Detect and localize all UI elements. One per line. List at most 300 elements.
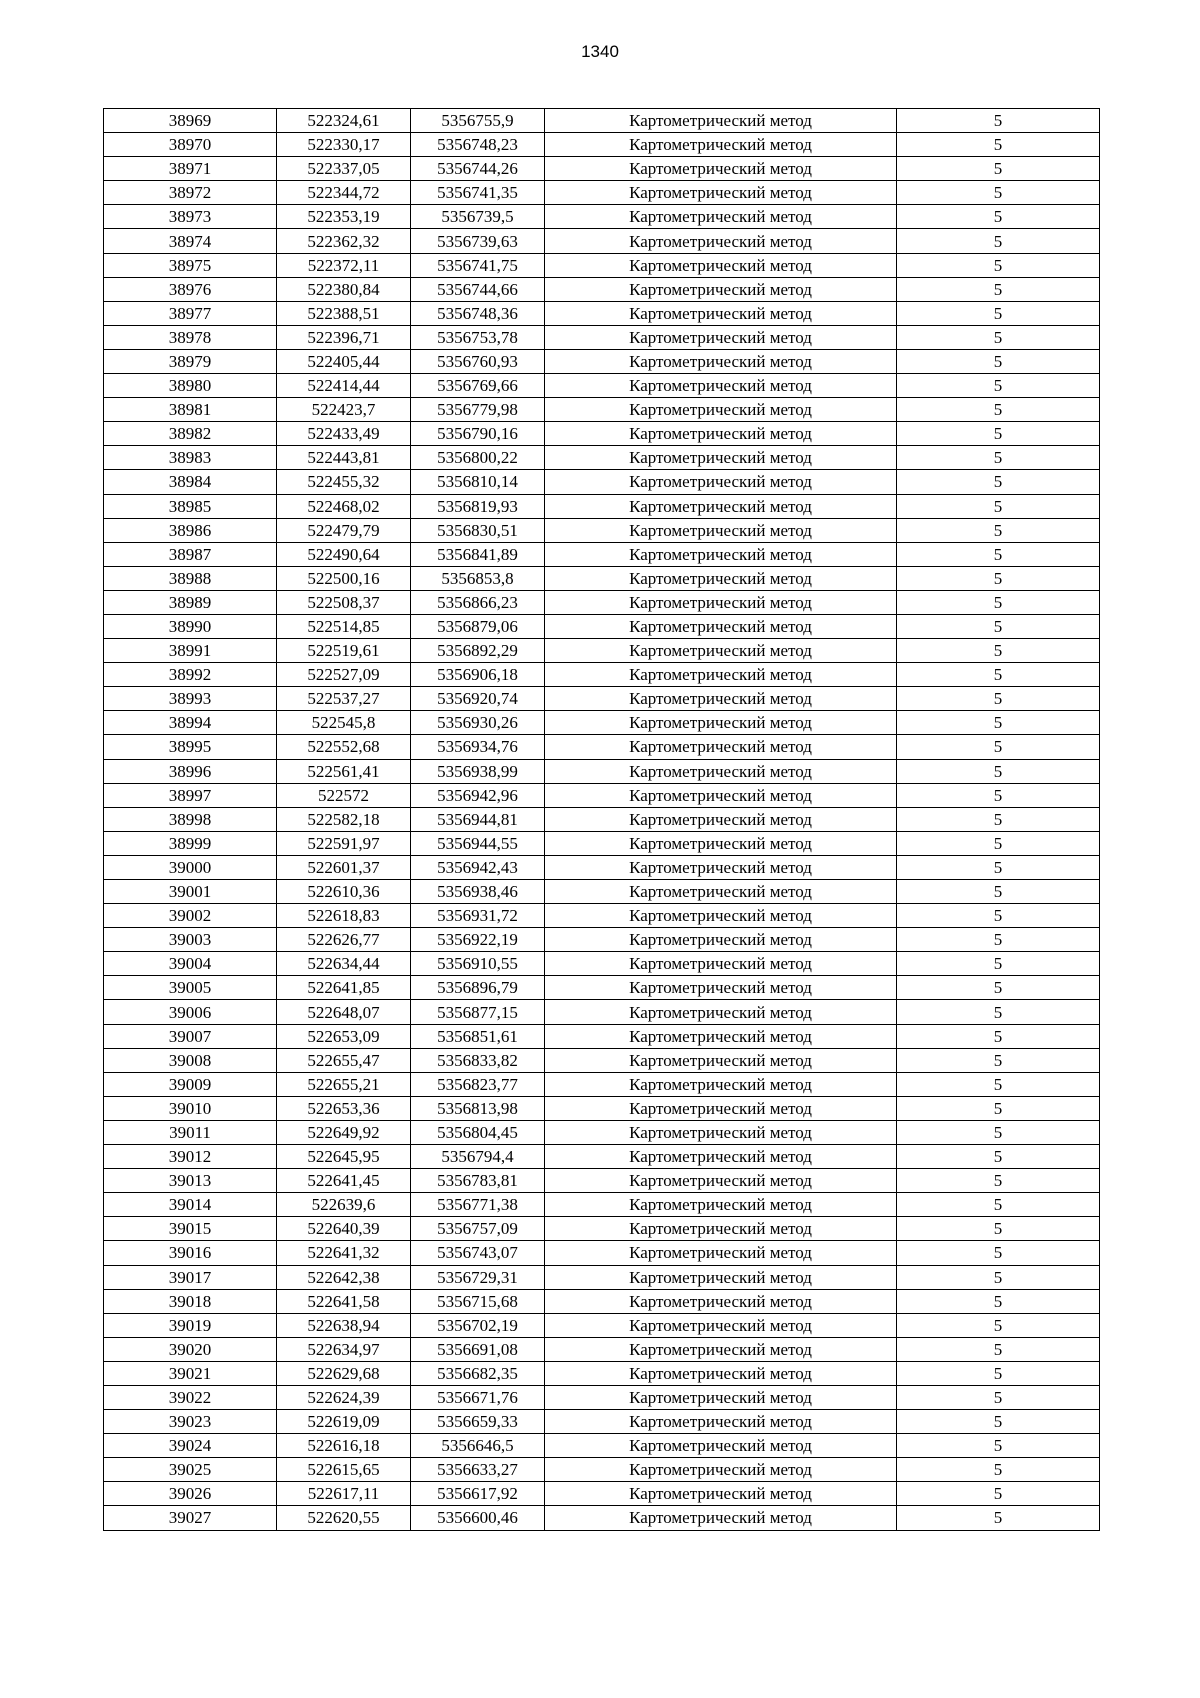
method-cell: Картометрический метод	[545, 446, 897, 470]
x-coordinate-cell: 522468,02	[277, 494, 411, 518]
method-cell: Картометрический метод	[545, 157, 897, 181]
accuracy-cell: 5	[897, 759, 1100, 783]
method-cell: Картометрический метод	[545, 590, 897, 614]
point-number-cell: 38985	[104, 494, 277, 518]
point-number-cell: 39027	[104, 1506, 277, 1530]
method-cell: Картометрический метод	[545, 349, 897, 373]
y-coordinate-cell: 5356892,29	[411, 639, 545, 663]
point-number-cell: 38994	[104, 711, 277, 735]
point-number-cell: 38969	[104, 109, 277, 133]
y-coordinate-cell: 5356790,16	[411, 422, 545, 446]
accuracy-cell: 5	[897, 855, 1100, 879]
table-row	[104, 1289, 1100, 1313]
x-coordinate-cell: 522634,97	[277, 1337, 411, 1361]
y-coordinate-cell: 5356942,96	[411, 783, 545, 807]
accuracy-cell: 5	[897, 109, 1100, 133]
x-coordinate-cell: 522615,65	[277, 1458, 411, 1482]
table-row	[104, 422, 1100, 446]
accuracy-cell: 5	[897, 735, 1100, 759]
point-number-cell: 39005	[104, 976, 277, 1000]
x-coordinate-cell: 522610,36	[277, 880, 411, 904]
method-cell: Картометрический метод	[545, 831, 897, 855]
point-number-cell: 39009	[104, 1072, 277, 1096]
method-cell: Картометрический метод	[545, 1145, 897, 1169]
table-row	[104, 880, 1100, 904]
y-coordinate-cell: 5356755,9	[411, 109, 545, 133]
accuracy-cell: 5	[897, 1337, 1100, 1361]
table-row	[104, 1072, 1100, 1096]
y-coordinate-cell: 5356841,89	[411, 542, 545, 566]
table-row	[104, 181, 1100, 205]
point-number-cell: 39020	[104, 1337, 277, 1361]
x-coordinate-cell: 522337,05	[277, 157, 411, 181]
coordinates-table	[103, 108, 1100, 1531]
table-row	[104, 904, 1100, 928]
accuracy-cell: 5	[897, 1506, 1100, 1530]
x-coordinate-cell: 522396,71	[277, 325, 411, 349]
x-coordinate-cell: 522641,85	[277, 976, 411, 1000]
method-cell: Картометрический метод	[545, 783, 897, 807]
table-row	[104, 1000, 1100, 1024]
accuracy-cell: 5	[897, 133, 1100, 157]
accuracy-cell: 5	[897, 1217, 1100, 1241]
y-coordinate-cell: 5356646,5	[411, 1434, 545, 1458]
x-coordinate-cell: 522642,38	[277, 1265, 411, 1289]
table-row	[104, 831, 1100, 855]
accuracy-cell: 5	[897, 398, 1100, 422]
table-row	[104, 325, 1100, 349]
point-number-cell: 38971	[104, 157, 277, 181]
x-coordinate-cell: 522653,36	[277, 1096, 411, 1120]
method-cell: Картометрический метод	[545, 1361, 897, 1385]
y-coordinate-cell: 5356813,98	[411, 1096, 545, 1120]
point-number-cell: 39025	[104, 1458, 277, 1482]
x-coordinate-cell: 522414,44	[277, 374, 411, 398]
table-row	[104, 1241, 1100, 1265]
table-row	[104, 109, 1100, 133]
table-row	[104, 783, 1100, 807]
point-number-cell: 38979	[104, 349, 277, 373]
y-coordinate-cell: 5356739,63	[411, 229, 545, 253]
point-number-cell: 38995	[104, 735, 277, 759]
table-row	[104, 229, 1100, 253]
y-coordinate-cell: 5356691,08	[411, 1337, 545, 1361]
accuracy-cell: 5	[897, 904, 1100, 928]
x-coordinate-cell: 522561,41	[277, 759, 411, 783]
point-number-cell: 39008	[104, 1048, 277, 1072]
y-coordinate-cell: 5356794,4	[411, 1145, 545, 1169]
method-cell: Картометрический метод	[545, 735, 897, 759]
method-cell: Картометрический метод	[545, 1506, 897, 1530]
table-row	[104, 1145, 1100, 1169]
table-row	[104, 1385, 1100, 1409]
method-cell: Картометрический метод	[545, 470, 897, 494]
x-coordinate-cell: 522433,49	[277, 422, 411, 446]
y-coordinate-cell: 5356942,43	[411, 855, 545, 879]
x-coordinate-cell: 522655,21	[277, 1072, 411, 1096]
point-number-cell: 38988	[104, 566, 277, 590]
method-cell: Картометрический метод	[545, 1313, 897, 1337]
method-cell: Картометрический метод	[545, 1048, 897, 1072]
method-cell: Картометрический метод	[545, 1193, 897, 1217]
y-coordinate-cell: 5356906,18	[411, 663, 545, 687]
accuracy-cell: 5	[897, 374, 1100, 398]
accuracy-cell: 5	[897, 1410, 1100, 1434]
y-coordinate-cell: 5356944,81	[411, 807, 545, 831]
accuracy-cell: 5	[897, 1241, 1100, 1265]
point-number-cell: 38978	[104, 325, 277, 349]
method-cell: Картометрический метод	[545, 855, 897, 879]
method-cell: Картометрический метод	[545, 253, 897, 277]
point-number-cell: 39004	[104, 952, 277, 976]
table-row	[104, 1506, 1100, 1530]
accuracy-cell: 5	[897, 1120, 1100, 1144]
point-number-cell: 39006	[104, 1000, 277, 1024]
y-coordinate-cell: 5356753,78	[411, 325, 545, 349]
page-number: 1340	[581, 42, 619, 61]
accuracy-cell: 5	[897, 783, 1100, 807]
method-cell: Картометрический метод	[545, 566, 897, 590]
accuracy-cell: 5	[897, 1193, 1100, 1217]
point-number-cell: 38973	[104, 205, 277, 229]
point-number-cell: 39011	[104, 1120, 277, 1144]
method-cell: Картометрический метод	[545, 1265, 897, 1289]
x-coordinate-cell: 522572	[277, 783, 411, 807]
y-coordinate-cell: 5356743,07	[411, 1241, 545, 1265]
method-cell: Картометрический метод	[545, 422, 897, 446]
x-coordinate-cell: 522582,18	[277, 807, 411, 831]
table-row	[104, 1217, 1100, 1241]
y-coordinate-cell: 5356920,74	[411, 687, 545, 711]
accuracy-cell: 5	[897, 614, 1100, 638]
x-coordinate-cell: 522591,97	[277, 831, 411, 855]
accuracy-cell: 5	[897, 1265, 1100, 1289]
table-row	[104, 301, 1100, 325]
y-coordinate-cell: 5356600,46	[411, 1506, 545, 1530]
y-coordinate-cell: 5356851,61	[411, 1024, 545, 1048]
y-coordinate-cell: 5356682,35	[411, 1361, 545, 1385]
accuracy-cell: 5	[897, 663, 1100, 687]
accuracy-cell: 5	[897, 494, 1100, 518]
point-number-cell: 39024	[104, 1434, 277, 1458]
accuracy-cell: 5	[897, 1458, 1100, 1482]
table-row	[104, 277, 1100, 301]
x-coordinate-cell: 522616,18	[277, 1434, 411, 1458]
point-number-cell: 39019	[104, 1313, 277, 1337]
table-row	[104, 1193, 1100, 1217]
accuracy-cell: 5	[897, 1072, 1100, 1096]
method-cell: Картометрический метод	[545, 1482, 897, 1506]
y-coordinate-cell: 5356748,23	[411, 133, 545, 157]
y-coordinate-cell: 5356938,46	[411, 880, 545, 904]
method-cell: Картометрический метод	[545, 109, 897, 133]
point-number-cell: 39002	[104, 904, 277, 928]
point-number-cell: 38998	[104, 807, 277, 831]
y-coordinate-cell: 5356757,09	[411, 1217, 545, 1241]
x-coordinate-cell: 522601,37	[277, 855, 411, 879]
x-coordinate-cell: 522655,47	[277, 1048, 411, 1072]
x-coordinate-cell: 522380,84	[277, 277, 411, 301]
method-cell: Картометрический метод	[545, 205, 897, 229]
table-row	[104, 711, 1100, 735]
x-coordinate-cell: 522545,8	[277, 711, 411, 735]
point-number-cell: 38999	[104, 831, 277, 855]
x-coordinate-cell: 522634,44	[277, 952, 411, 976]
accuracy-cell: 5	[897, 711, 1100, 735]
y-coordinate-cell: 5356715,68	[411, 1289, 545, 1313]
method-cell: Картометрический метод	[545, 518, 897, 542]
method-cell: Картометрический метод	[545, 663, 897, 687]
method-cell: Картометрический метод	[545, 1410, 897, 1434]
x-coordinate-cell: 522324,61	[277, 109, 411, 133]
y-coordinate-cell: 5356896,79	[411, 976, 545, 1000]
accuracy-cell: 5	[897, 157, 1100, 181]
table-row	[104, 1458, 1100, 1482]
accuracy-cell: 5	[897, 277, 1100, 301]
method-cell: Картометрический метод	[545, 1434, 897, 1458]
table-row	[104, 518, 1100, 542]
accuracy-cell: 5	[897, 181, 1100, 205]
table-row	[104, 807, 1100, 831]
point-number-cell: 38982	[104, 422, 277, 446]
accuracy-cell: 5	[897, 831, 1100, 855]
accuracy-cell: 5	[897, 1048, 1100, 1072]
x-coordinate-cell: 522639,6	[277, 1193, 411, 1217]
method-cell: Картометрический метод	[545, 807, 897, 831]
table-row	[104, 735, 1100, 759]
method-cell: Картометрический метод	[545, 711, 897, 735]
accuracy-cell: 5	[897, 566, 1100, 590]
method-cell: Картометрический метод	[545, 976, 897, 1000]
method-cell: Картометрический метод	[545, 1385, 897, 1409]
accuracy-cell: 5	[897, 1024, 1100, 1048]
table-row	[104, 614, 1100, 638]
y-coordinate-cell: 5356830,51	[411, 518, 545, 542]
accuracy-cell: 5	[897, 325, 1100, 349]
x-coordinate-cell: 522648,07	[277, 1000, 411, 1024]
point-number-cell: 38989	[104, 590, 277, 614]
x-coordinate-cell: 522479,79	[277, 518, 411, 542]
accuracy-cell: 5	[897, 1096, 1100, 1120]
table-row	[104, 759, 1100, 783]
method-cell: Картометрический метод	[545, 614, 897, 638]
point-number-cell: 38977	[104, 301, 277, 325]
x-coordinate-cell: 522500,16	[277, 566, 411, 590]
x-coordinate-cell: 522405,44	[277, 349, 411, 373]
table-row	[104, 928, 1100, 952]
accuracy-cell: 5	[897, 687, 1100, 711]
table-row	[104, 952, 1100, 976]
method-cell: Картометрический метод	[545, 1072, 897, 1096]
method-cell: Картометрический метод	[545, 639, 897, 663]
table-row	[104, 1482, 1100, 1506]
x-coordinate-cell: 522330,17	[277, 133, 411, 157]
accuracy-cell: 5	[897, 1361, 1100, 1385]
point-number-cell: 39007	[104, 1024, 277, 1048]
method-cell: Картометрический метод	[545, 1289, 897, 1313]
point-number-cell: 39013	[104, 1169, 277, 1193]
accuracy-cell: 5	[897, 928, 1100, 952]
y-coordinate-cell: 5356810,14	[411, 470, 545, 494]
table-row	[104, 1434, 1100, 1458]
y-coordinate-cell: 5356944,55	[411, 831, 545, 855]
point-number-cell: 39021	[104, 1361, 277, 1385]
table-row	[104, 157, 1100, 181]
x-coordinate-cell: 522641,58	[277, 1289, 411, 1313]
x-coordinate-cell: 522641,32	[277, 1241, 411, 1265]
method-cell: Картометрический метод	[545, 398, 897, 422]
method-cell: Картометрический метод	[545, 325, 897, 349]
y-coordinate-cell: 5356877,15	[411, 1000, 545, 1024]
table-row	[104, 1120, 1100, 1144]
method-cell: Картометрический метод	[545, 494, 897, 518]
accuracy-cell: 5	[897, 952, 1100, 976]
accuracy-cell: 5	[897, 639, 1100, 663]
point-number-cell: 39012	[104, 1145, 277, 1169]
point-number-cell: 39026	[104, 1482, 277, 1506]
table-row	[104, 1361, 1100, 1385]
point-number-cell: 38986	[104, 518, 277, 542]
point-number-cell: 39015	[104, 1217, 277, 1241]
y-coordinate-cell: 5356853,8	[411, 566, 545, 590]
method-cell: Картометрический метод	[545, 181, 897, 205]
y-coordinate-cell: 5356617,92	[411, 1482, 545, 1506]
accuracy-cell: 5	[897, 542, 1100, 566]
point-number-cell: 39014	[104, 1193, 277, 1217]
x-coordinate-cell: 522372,11	[277, 253, 411, 277]
method-cell: Картометрический метод	[545, 542, 897, 566]
table-row	[104, 494, 1100, 518]
method-cell: Картометрический метод	[545, 1024, 897, 1048]
y-coordinate-cell: 5356739,5	[411, 205, 545, 229]
point-number-cell: 38997	[104, 783, 277, 807]
accuracy-cell: 5	[897, 446, 1100, 470]
x-coordinate-cell: 522537,27	[277, 687, 411, 711]
accuracy-cell: 5	[897, 1482, 1100, 1506]
point-number-cell: 39016	[104, 1241, 277, 1265]
point-number-cell: 39001	[104, 880, 277, 904]
method-cell: Картометрический метод	[545, 1458, 897, 1482]
table-row	[104, 446, 1100, 470]
y-coordinate-cell: 5356702,19	[411, 1313, 545, 1337]
y-coordinate-cell: 5356819,93	[411, 494, 545, 518]
accuracy-cell: 5	[897, 976, 1100, 1000]
x-coordinate-cell: 522353,19	[277, 205, 411, 229]
table-row	[104, 253, 1100, 277]
table-row	[104, 639, 1100, 663]
method-cell: Картометрический метод	[545, 687, 897, 711]
point-number-cell: 39018	[104, 1289, 277, 1313]
accuracy-cell: 5	[897, 1145, 1100, 1169]
table-row	[104, 976, 1100, 1000]
x-coordinate-cell: 522552,68	[277, 735, 411, 759]
x-coordinate-cell: 522626,77	[277, 928, 411, 952]
point-number-cell: 38991	[104, 639, 277, 663]
method-cell: Картометрический метод	[545, 1217, 897, 1241]
y-coordinate-cell: 5356741,35	[411, 181, 545, 205]
table-row	[104, 542, 1100, 566]
point-number-cell: 39010	[104, 1096, 277, 1120]
x-coordinate-cell: 522344,72	[277, 181, 411, 205]
point-number-cell: 38972	[104, 181, 277, 205]
accuracy-cell: 5	[897, 880, 1100, 904]
y-coordinate-cell: 5356910,55	[411, 952, 545, 976]
x-coordinate-cell: 522619,09	[277, 1410, 411, 1434]
y-coordinate-cell: 5356741,75	[411, 253, 545, 277]
x-coordinate-cell: 522653,09	[277, 1024, 411, 1048]
method-cell: Картометрический метод	[545, 1000, 897, 1024]
x-coordinate-cell: 522620,55	[277, 1506, 411, 1530]
y-coordinate-cell: 5356748,36	[411, 301, 545, 325]
y-coordinate-cell: 5356800,22	[411, 446, 545, 470]
y-coordinate-cell: 5356729,31	[411, 1265, 545, 1289]
method-cell: Картометрический метод	[545, 1337, 897, 1361]
y-coordinate-cell: 5356744,26	[411, 157, 545, 181]
point-number-cell: 38992	[104, 663, 277, 687]
table-row	[104, 687, 1100, 711]
point-number-cell: 38975	[104, 253, 277, 277]
method-cell: Картометрический метод	[545, 952, 897, 976]
y-coordinate-cell: 5356783,81	[411, 1169, 545, 1193]
point-number-cell: 38984	[104, 470, 277, 494]
x-coordinate-cell: 522624,39	[277, 1385, 411, 1409]
y-coordinate-cell: 5356833,82	[411, 1048, 545, 1072]
point-number-cell: 38996	[104, 759, 277, 783]
method-cell: Картометрический метод	[545, 928, 897, 952]
table-row	[104, 1048, 1100, 1072]
point-number-cell: 38976	[104, 277, 277, 301]
point-number-cell: 38974	[104, 229, 277, 253]
y-coordinate-cell: 5356671,76	[411, 1385, 545, 1409]
table-row	[104, 1169, 1100, 1193]
x-coordinate-cell: 522617,11	[277, 1482, 411, 1506]
y-coordinate-cell: 5356771,38	[411, 1193, 545, 1217]
accuracy-cell: 5	[897, 1000, 1100, 1024]
method-cell: Картометрический метод	[545, 277, 897, 301]
table-row	[104, 1265, 1100, 1289]
coordinates-table-body	[104, 109, 1100, 1531]
x-coordinate-cell: 522629,68	[277, 1361, 411, 1385]
table-row	[104, 1024, 1100, 1048]
table-row	[104, 590, 1100, 614]
point-number-cell: 39022	[104, 1385, 277, 1409]
y-coordinate-cell: 5356922,19	[411, 928, 545, 952]
table-row	[104, 1410, 1100, 1434]
y-coordinate-cell: 5356779,98	[411, 398, 545, 422]
point-number-cell: 38970	[104, 133, 277, 157]
x-coordinate-cell: 522455,32	[277, 470, 411, 494]
point-number-cell: 38983	[104, 446, 277, 470]
table-row	[104, 1096, 1100, 1120]
x-coordinate-cell: 522641,45	[277, 1169, 411, 1193]
accuracy-cell: 5	[897, 253, 1100, 277]
x-coordinate-cell: 522443,81	[277, 446, 411, 470]
point-number-cell: 39023	[104, 1410, 277, 1434]
method-cell: Картометрический метод	[545, 759, 897, 783]
x-coordinate-cell: 522362,32	[277, 229, 411, 253]
y-coordinate-cell: 5356769,66	[411, 374, 545, 398]
table-row	[104, 205, 1100, 229]
method-cell: Картометрический метод	[545, 1241, 897, 1265]
method-cell: Картометрический метод	[545, 904, 897, 928]
table-row	[104, 133, 1100, 157]
y-coordinate-cell: 5356633,27	[411, 1458, 545, 1482]
y-coordinate-cell: 5356931,72	[411, 904, 545, 928]
accuracy-cell: 5	[897, 229, 1100, 253]
x-coordinate-cell: 522645,95	[277, 1145, 411, 1169]
table-row	[104, 470, 1100, 494]
accuracy-cell: 5	[897, 1434, 1100, 1458]
